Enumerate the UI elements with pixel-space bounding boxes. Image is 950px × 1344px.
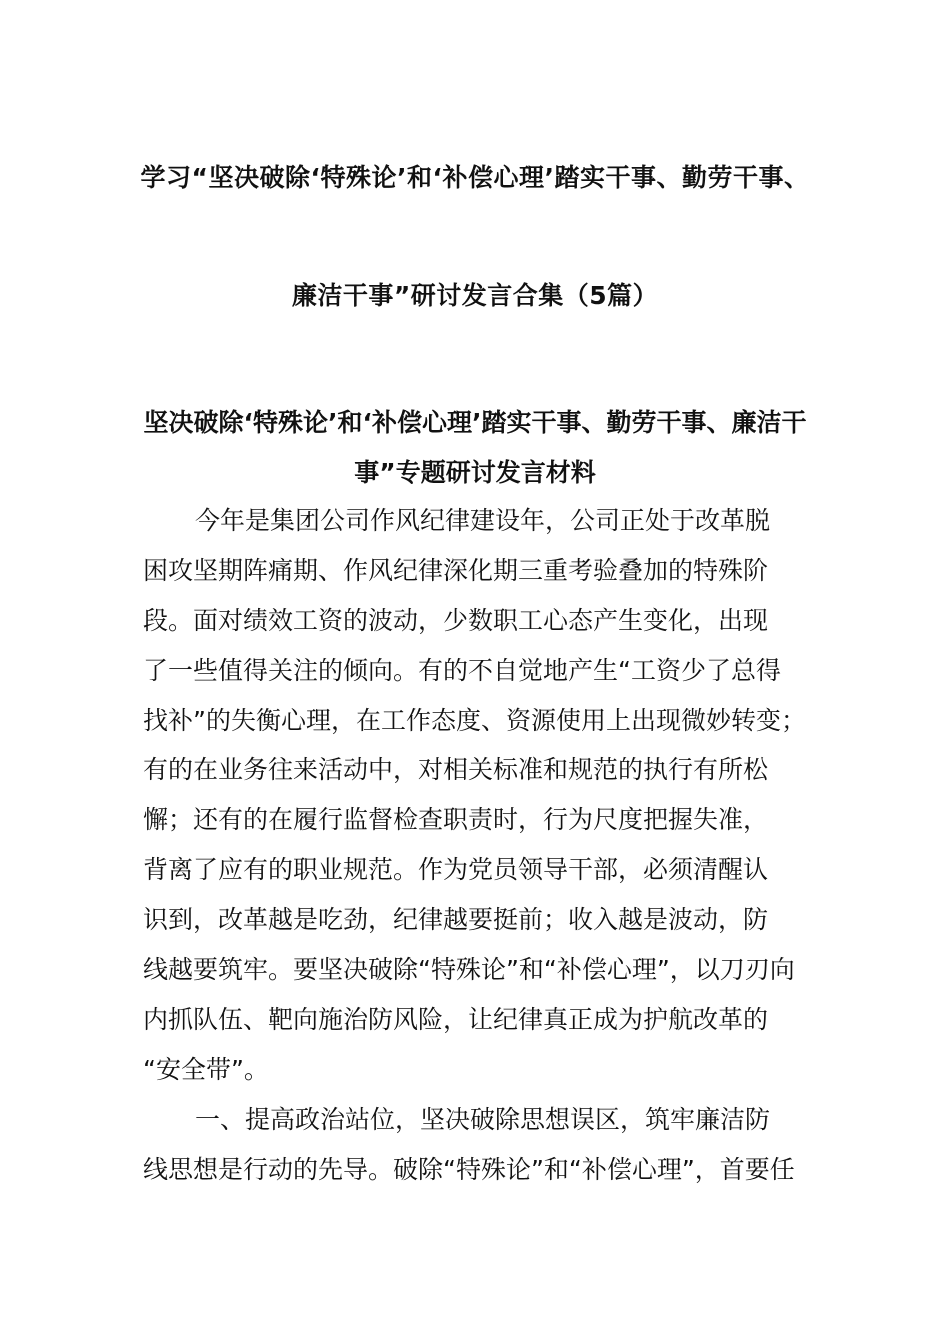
body-line: 识到，改革越是吃劲，纪律越要挺前；收入越是波动，防 [143,905,769,935]
body-line: 背离了应有的职业规范。作为党员领导干部，必须清醒认 [143,855,769,885]
body-line: 困攻坚期阵痛期、作风纪律深化期三重考验叠加的特殊阶 [143,555,769,585]
body-line: 找补”的失衡心理，在工作态度、资源使用上出现微妙转变； [143,705,806,735]
document-title-line-2: 廉洁干事”研讨发言合集（5篇） [291,281,659,310]
body-line: “安全带”。 [143,1054,269,1084]
body-line: 有的在业务往来活动中，对相关标准和规范的执行有所松 [143,755,769,785]
body-line: 一、提高政治站位，坚决破除思想误区，筑牢廉洁防 [195,1104,771,1134]
body-text [143,496,823,1194]
section-title-line-1: 坚决破除‘特殊论’和‘补偿心理’踏实干事、勤劳干事、廉洁干 [143,408,807,437]
section-title [143,398,807,498]
body-line: 线思想是行动的先导。破除“特殊论”和“补偿心理”，首要任 [143,1154,795,1184]
body-line: 懈；还有的在履行监督检查职责时，行为尺度把握失准， [143,805,769,835]
body-line: 了一些值得关注的倾向。有的不自觉地产生“工资少了总得 [143,655,781,685]
body-line: 段。面对绩效工资的波动，少数职工心态产生变化，出现 [143,605,769,635]
body-line: 线越要筑牢。要坚决破除“特殊论”和“补偿心理”，以刀刃向 [143,955,795,985]
body-line: 今年是集团公司作风纪律建设年，公司正处于改革脱 [195,506,771,535]
document-title-line-1: 学习“坚决破除‘特殊论’和‘补偿心理’踏实干事、勤劳干事、 [140,163,810,192]
section-title-line-2: 事”专题研讨发言材料 [354,458,596,487]
body-line: 内抓队伍、靶向施治防风险，让纪律真正成为护航改革的 [143,1004,769,1034]
